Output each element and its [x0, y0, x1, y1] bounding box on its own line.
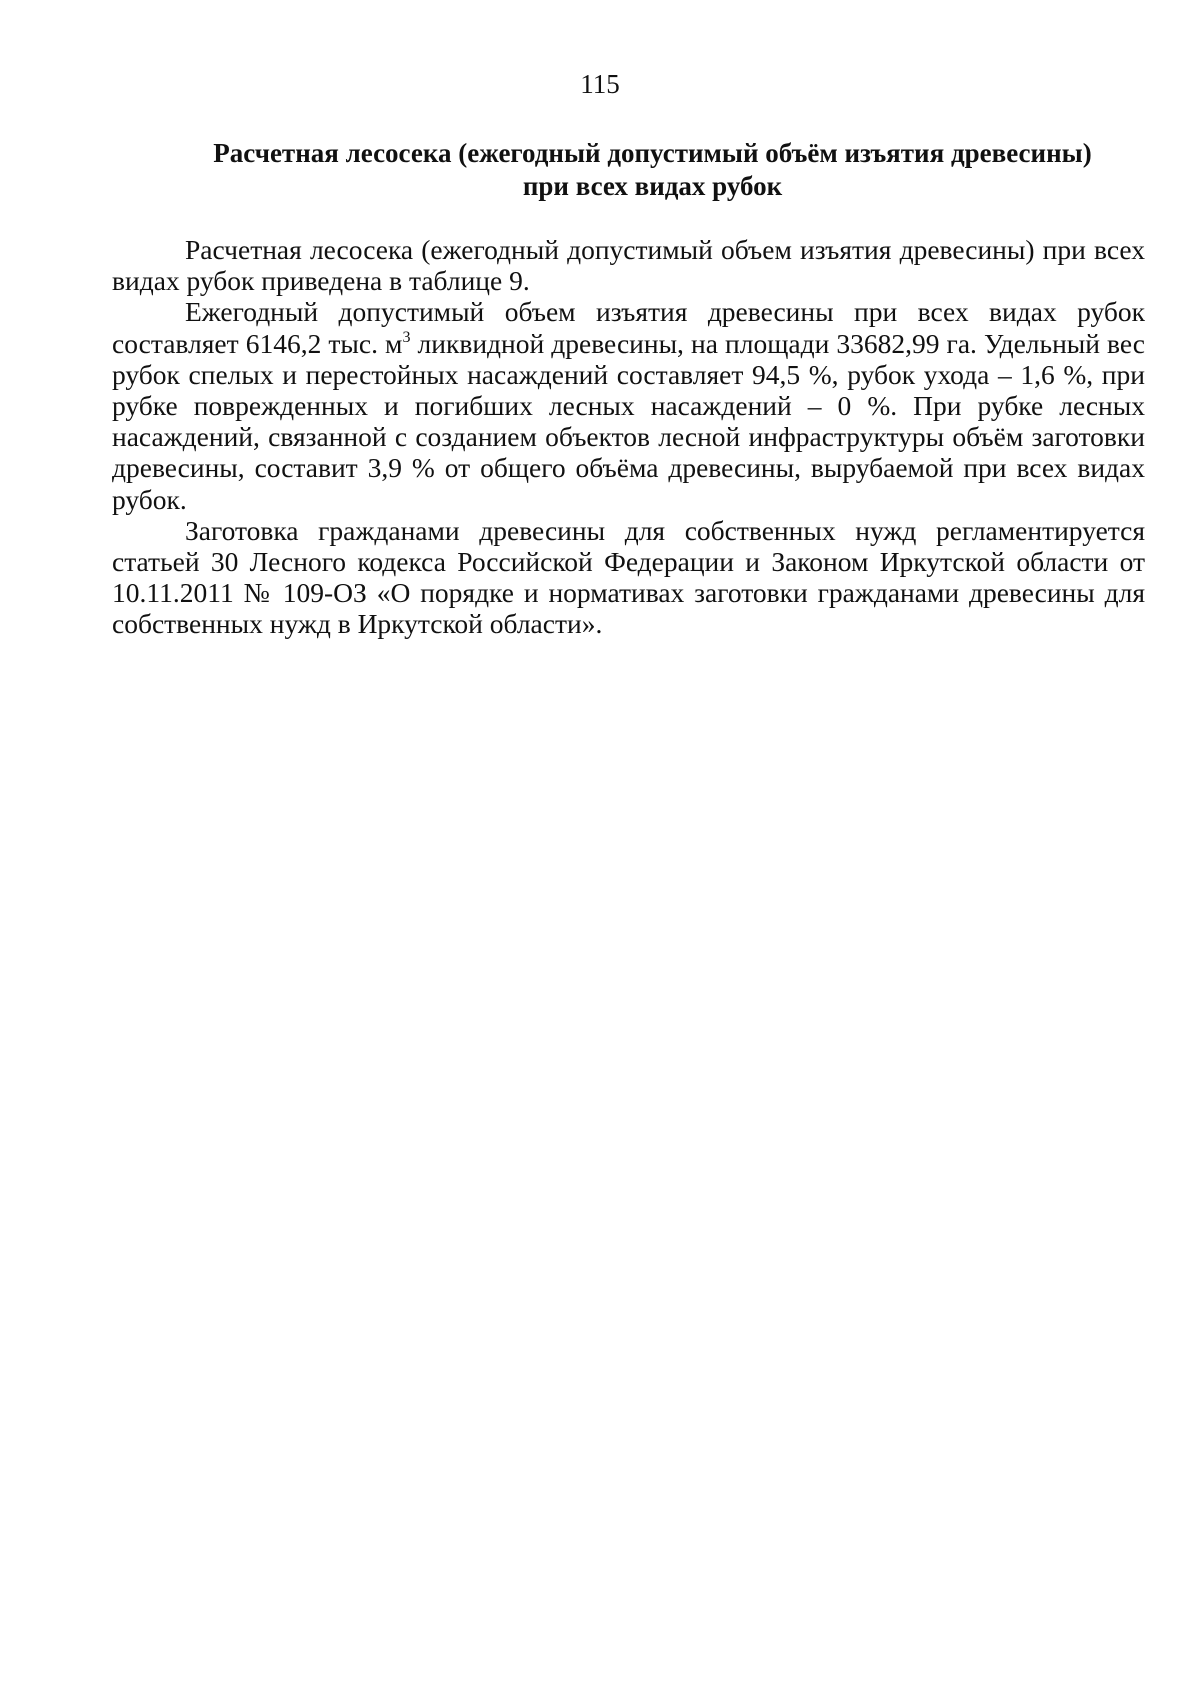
paragraph-1: Расчетная лесосека (ежегодный допустимый объем изъятия древесины) при всех видах рубок приведена в таблице 9.	[112, 234, 1145, 297]
paragraph-3: Заготовка гражданами древесины для собственных нужд регламентируется статьей 30 Лесного кодекса Российской Федерации и Законом Иркутской области от 10.11.2011 № 109-ОЗ «О порядке и нормативах заготовки гражданами древесины для собственных нужд в Иркутской области».	[112, 514, 1145, 640]
paragraph-2-text-end: ликвидной древесины, на площади 33682,99 га. Удельный вес рубок спелых и перестойных насаждений составляет 94,5 %, рубок ухода – 1,6 %, при рубке поврежденных и погибших лесных насаждений – 0 %. При рубке лесных насаждений, связанной с созданием объектов лесной инфраструктуры объём заготовки древесины, составит 3,9 % от общего объёма древесины, вырубаемой при всех видах рубок.	[112, 327, 1145, 515]
cubic-superscript: 3	[402, 328, 411, 346]
heading-line-2: при всех видах рубок	[522, 171, 783, 201]
heading-line-1: Расчетная лесосека (ежегодный допустимый объём изъятия древесины)	[213, 138, 1092, 168]
paragraph-2	[112, 296, 1145, 514]
section-heading	[160, 137, 1145, 203]
paragraph-2-text-start: Ежегодный допустимый объем изъятия древесины при всех видах рубок составляет 6146,2 тыс. м	[112, 296, 1145, 359]
body-text	[112, 234, 1145, 640]
page-number: 115	[580, 69, 620, 99]
